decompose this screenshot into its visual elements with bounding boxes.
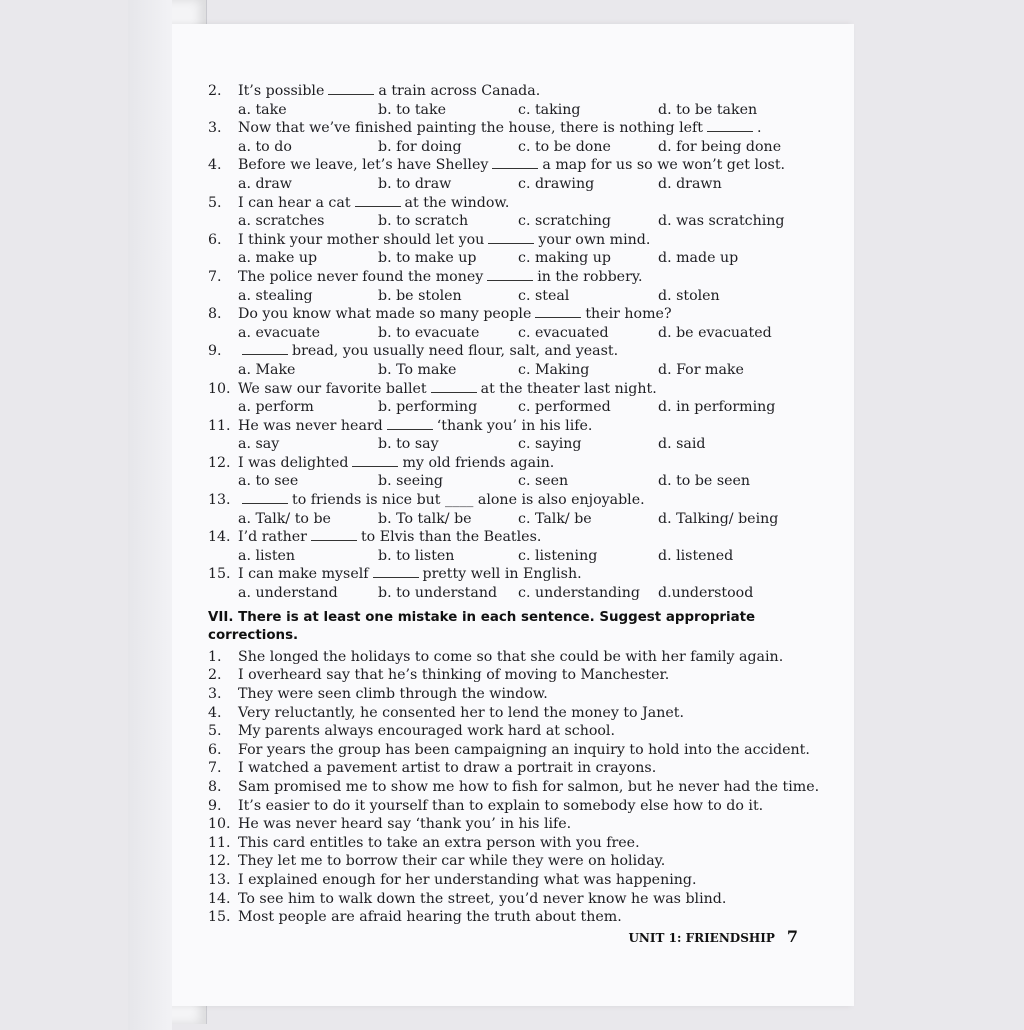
question-number: 15. [208, 566, 231, 583]
stem-after: at the window. [404, 194, 510, 211]
item-number: 10. [208, 816, 231, 833]
answer-options [208, 361, 828, 380]
stem-before: I can hear a cat [238, 194, 351, 211]
item-number: 13. [208, 871, 231, 888]
answer-option: c. understanding [518, 585, 640, 602]
answer-option: b. to make up [378, 250, 477, 267]
textbook-page [172, 24, 854, 1006]
question-number: 9. [208, 343, 222, 360]
answer-option: c. making up [518, 250, 611, 267]
stem-after: their home? [585, 306, 672, 323]
correction-item [208, 741, 828, 760]
question-number: 4. [208, 157, 222, 174]
question-item [208, 454, 828, 473]
item-text: This card entitles to take an extra person with you free. [238, 834, 640, 851]
stem-before: Do you know what made so many people [238, 306, 532, 323]
correction-item [208, 759, 828, 778]
question-number: 2. [208, 83, 222, 99]
item-text: My parents always encouraged work hard at school. [238, 723, 615, 740]
answer-option: b. To talk/ be [378, 510, 472, 527]
answer-options [208, 101, 828, 120]
stem-before: I think your mother should let you [238, 231, 485, 248]
item-number: 15. [208, 909, 231, 926]
stem-after: . [757, 120, 762, 137]
question-item [208, 82, 828, 101]
item-text: Very reluctantly, he consented her to lend the money to Janet. [238, 704, 684, 721]
answer-option: a. evacuate [238, 324, 320, 341]
question-stem [238, 491, 645, 510]
answer-option: d. listened [658, 547, 734, 564]
question-number: 8. [208, 306, 222, 323]
correction-item [208, 834, 828, 853]
answer-blank[interactable] [707, 119, 753, 132]
answer-options [208, 398, 828, 417]
answer-options [208, 435, 828, 454]
answer-option: d.understood [658, 585, 754, 602]
answer-option: a. perform [238, 399, 314, 416]
question-item [208, 417, 828, 436]
answer-option: a. stealing [238, 287, 313, 304]
answer-option: d. was scratching [658, 213, 785, 230]
stem-after: ‘thank you’ in his life. [436, 417, 593, 434]
item-text: Most people are afraid hearing the truth about them. [238, 909, 622, 926]
item-number: 14. [208, 890, 231, 907]
answer-blank[interactable] [355, 194, 401, 207]
stem-before: I’d rather [238, 529, 307, 546]
question-number: 14. [208, 529, 231, 546]
question-stem [238, 565, 582, 584]
stem-after: at the theater last night. [480, 380, 657, 397]
answer-options [208, 510, 828, 529]
answer-options [208, 138, 828, 157]
answer-option: c. to be done [518, 138, 611, 155]
answer-blank[interactable] [431, 380, 477, 393]
stem-before: I was delighted [238, 454, 349, 471]
answer-option: a. listen [238, 547, 296, 564]
answer-option: d. be evacuated [658, 324, 772, 341]
question-number: 10. [208, 380, 231, 397]
answer-blank[interactable] [535, 305, 581, 318]
question-stem [238, 342, 618, 361]
item-text: They were seen climb through the window. [238, 686, 548, 702]
exercise-vii-heading: VII. There is at least one mistake in each sentence. Suggest appropriate corrections. [208, 609, 756, 644]
stem-after: in the robbery. [537, 268, 643, 285]
stem-after: your own mind. [538, 231, 651, 248]
answer-options [208, 547, 828, 566]
question-number: 11. [208, 417, 231, 434]
answer-blank[interactable] [492, 156, 538, 169]
unit-title: UNIT 1: FRIENDSHIP [628, 931, 775, 945]
question-item [208, 565, 828, 584]
answer-option: c. saying [518, 436, 582, 453]
answer-option: d. drawn [658, 175, 722, 192]
answer-option: b. to listen [378, 547, 455, 564]
answer-option: b. to understand [378, 585, 498, 602]
stem-after: to friends is nice but ____ alone is also enjoyable. [292, 492, 645, 509]
page-number: 7 [786, 927, 798, 946]
answer-option: c. performed [518, 399, 611, 416]
question-stem [238, 268, 642, 287]
stem-after: my old friends again. [402, 454, 555, 471]
item-text: They let me to borrow their car while they were on holiday. [238, 853, 666, 870]
correction-item [208, 890, 828, 909]
question-stem [238, 156, 785, 175]
answer-option: a. Talk/ to be [238, 510, 331, 527]
question-stem [238, 454, 554, 473]
answer-option: b. to take [378, 101, 447, 118]
answer-blank[interactable] [373, 565, 419, 578]
question-stem [238, 380, 657, 399]
question-item [208, 268, 828, 287]
item-number: 12. [208, 853, 231, 870]
item-text: Sam promised me to show me how to fish for salmon, but he never had the time. [238, 778, 820, 795]
item-number: 7. [208, 760, 222, 777]
item-text: For years the group has been campaigning an inquiry to hold into the accident. [238, 741, 810, 758]
answer-blank[interactable] [352, 454, 398, 467]
item-number: 2. [208, 667, 222, 684]
stem-before: It’s possible [238, 83, 325, 99]
answer-option: b. be stolen [378, 287, 462, 304]
answer-option: d. Talking/ being [658, 510, 779, 527]
answer-options [208, 212, 828, 231]
answer-blank[interactable] [387, 417, 433, 430]
correction-item [208, 871, 828, 890]
correction-item [208, 815, 828, 834]
question-stem [238, 528, 541, 547]
correction-item [208, 685, 828, 704]
item-number: 1. [208, 648, 222, 665]
answer-option: c. taking [518, 101, 581, 118]
item-text: She longed the holidays to come so that she could be with her family again. [238, 648, 784, 665]
answer-options [208, 472, 828, 491]
correction-item [208, 704, 828, 723]
answer-options [208, 175, 828, 194]
answer-option: a. draw [238, 175, 292, 192]
answer-options [208, 584, 828, 603]
answer-option: a. take [238, 101, 287, 118]
answer-blank[interactable] [488, 231, 534, 244]
answer-option: c. listening [518, 547, 598, 564]
stem-after: a map for us so we won’t get lost. [542, 157, 786, 174]
question-item [208, 194, 828, 213]
answer-option: b. for doing [378, 138, 462, 155]
correction-item [208, 797, 828, 816]
page-footer [628, 927, 798, 946]
question-stem [238, 305, 672, 324]
question-number: 6. [208, 231, 222, 248]
stem-before: I can make myself [238, 566, 369, 583]
answer-option: b. to scratch [378, 213, 469, 230]
answer-option: a. scratches [238, 213, 325, 230]
answer-option: a. to see [238, 473, 299, 490]
exercise-vi [208, 82, 828, 603]
item-number: 5. [208, 723, 222, 740]
page-content [208, 82, 828, 927]
answer-option: a. to do [238, 138, 292, 155]
answer-option: b. performing [378, 399, 478, 416]
item-text: I explained enough for her understanding what was happening. [238, 871, 697, 888]
answer-option: d. said [658, 436, 706, 453]
answer-option: d. made up [658, 250, 739, 267]
answer-option: a. Make [238, 361, 296, 378]
question-item [208, 528, 828, 547]
item-number: 4. [208, 704, 222, 721]
question-stem [238, 417, 592, 436]
correction-item [208, 852, 828, 871]
correction-item [208, 722, 828, 741]
item-number: 9. [208, 797, 222, 814]
item-text: It’s easier to do it yourself than to explain to somebody else how to do it. [238, 797, 764, 814]
answer-option: d. to be taken [658, 101, 758, 118]
question-item [208, 342, 828, 361]
answer-option: c. seen [518, 473, 569, 490]
item-text: I watched a pavement artist to draw a portrait in crayons. [238, 760, 657, 777]
correction-item [208, 666, 828, 685]
question-item [208, 119, 828, 138]
question-stem [238, 194, 509, 213]
answer-options [208, 249, 828, 268]
item-number: 3. [208, 686, 222, 702]
answer-option: b. to say [378, 436, 439, 453]
answer-option: c. Making [518, 361, 590, 378]
answer-option: a. say [238, 436, 280, 453]
stem-before: Before we leave, let’s have Shelley [238, 157, 489, 174]
question-item [208, 156, 828, 175]
answer-option: c. steal [518, 287, 570, 304]
answer-blank[interactable] [242, 342, 288, 355]
answer-option: d. to be seen [658, 473, 751, 490]
stem-before: We saw our favorite ballet [238, 380, 427, 397]
answer-option: a. make up [238, 250, 318, 267]
answer-option: c. drawing [518, 175, 595, 192]
stem-after: a train across Canada. [378, 83, 541, 99]
question-stem [238, 82, 540, 101]
item-number: 8. [208, 778, 222, 795]
stem-after: to Elvis than the Beatles. [360, 529, 542, 546]
question-item [208, 231, 828, 250]
answer-option: d. stolen [658, 287, 720, 304]
answer-blank[interactable] [328, 82, 374, 95]
question-number: 13. [208, 492, 231, 509]
stem-before: He was never heard [238, 417, 383, 434]
stem-before: Now that we’ve finished painting the house, there is nothing left [238, 120, 703, 137]
question-item [208, 380, 828, 399]
answer-option: b. seeing [378, 473, 443, 490]
answer-option: c. evacuated [518, 324, 609, 341]
correction-item [208, 648, 828, 667]
exercise-vii [208, 648, 828, 927]
answer-option: b. To make [378, 361, 457, 378]
question-number: 5. [208, 194, 222, 211]
item-number: 6. [208, 741, 222, 758]
stem-after: bread, you usually need flour, salt, and yeast. [292, 343, 619, 360]
answer-blank[interactable] [311, 528, 357, 541]
answer-option: d. For make [658, 361, 744, 378]
answer-option: c. Talk/ be [518, 510, 592, 527]
answer-options [208, 287, 828, 306]
question-number: 7. [208, 268, 222, 285]
correction-item [208, 778, 828, 797]
item-text: He was never heard say ‘thank you’ in his life. [238, 816, 572, 833]
answer-option: b. to draw [378, 175, 452, 192]
answer-option: a. understand [238, 585, 338, 602]
answer-option: c. scratching [518, 213, 611, 230]
answer-blank[interactable] [487, 268, 533, 281]
answer-option: b. to evacuate [378, 324, 480, 341]
question-stem [238, 231, 650, 250]
stem-before: The police never found the money [238, 268, 484, 285]
question-stem [238, 119, 762, 138]
answer-options [208, 324, 828, 343]
question-item [208, 305, 828, 324]
question-item [208, 491, 828, 510]
item-number: 11. [208, 834, 231, 851]
answer-option: d. for being done [658, 138, 782, 155]
stem-after: pretty well in English. [422, 566, 582, 583]
item-text: I overheard say that he’s thinking of moving to Manchester. [238, 667, 670, 684]
answer-option: d. in performing [658, 399, 776, 416]
question-number: 3. [208, 120, 222, 137]
item-text: To see him to walk down the street, you’d never know he was blind. [238, 890, 727, 907]
question-number: 12. [208, 454, 231, 471]
correction-item [208, 908, 828, 927]
answer-blank[interactable] [242, 491, 288, 504]
